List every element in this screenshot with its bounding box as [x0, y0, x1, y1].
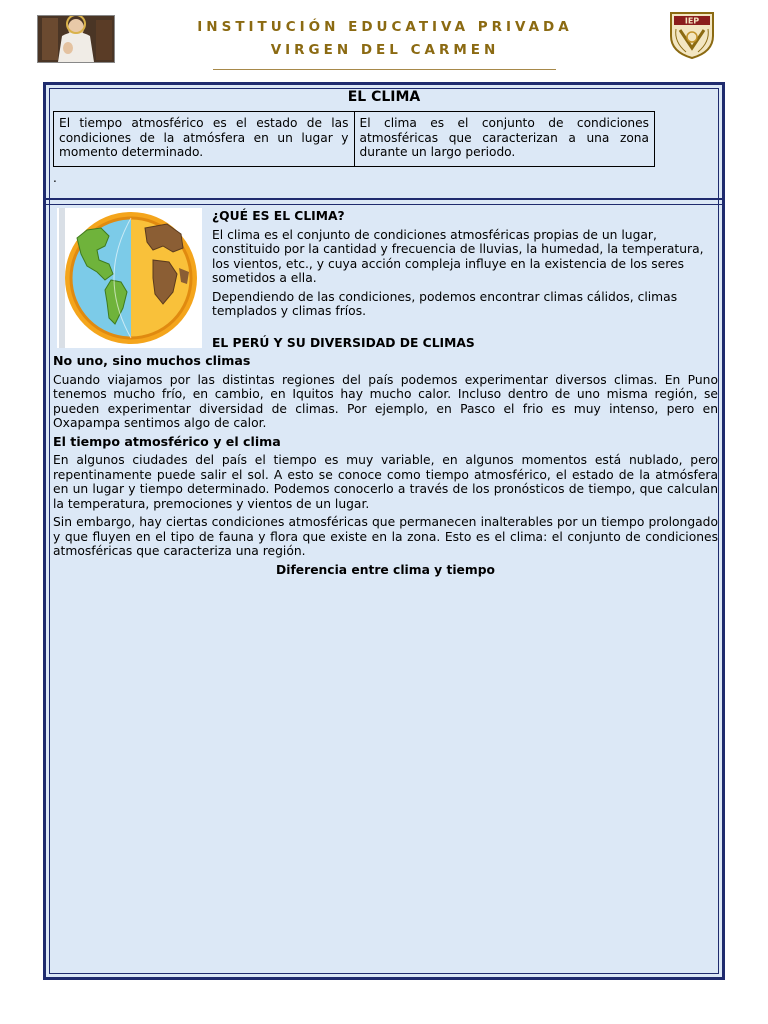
header-rule — [213, 69, 556, 70]
virgin-photo-image — [37, 15, 115, 63]
many-climates-heading: No uno, sino muchos climas — [53, 353, 251, 368]
peru-climates-heading: EL PERÚ Y SU DIVERSIDAD DE CLIMAS — [212, 336, 475, 350]
weather-paragraph-1: En algunos ciudades del país el tiempo es muy variable, en algunos momentos está nublado, pero repentinamente puede salir el sol. A esto se conoce como tiempo atmosférico, el estado de la atmósfera en un lugar y tiempo determinado. Podemos conocerlo a través de los pronósticos de tiempo, que calculan la temperatura, premociones y vientos de un lugar. — [53, 453, 718, 511]
section-divider — [46, 198, 722, 205]
school-name-line2: VIRGEN DEL CARMEN — [270, 42, 500, 58]
definitions-table — [53, 111, 655, 167]
stray-dot: . — [53, 171, 57, 185]
document-title: EL CLIMA — [347, 89, 421, 105]
what-is-climate-section — [212, 209, 718, 323]
body-text-section — [53, 354, 718, 577]
many-climates-paragraph: Cuando viajamos por las distintas regiones del país podemos experimentar diversos climas. En Puno tenemos mucho frío, en cambio, en Iquitos hay mucho calor. Incluso dentro de uno misma región, se pueden experimentar diversidad de climas. Por ejemplo, en Pasco el frio es muy intenso, pero en Oxapampa sentimos algo de calor. — [53, 372, 718, 430]
what-is-climate-paragraph-1: El clima es el conjunto de condiciones atmosféricas propias de un lugar, constituido por la cantidad y frecuencia de lluvias, la humedad, la temperatura, los vientos, etc., y cuya acción compleja influye en la existencia de los seres sometidos a ella. — [212, 227, 704, 285]
svg-text:IEP: IEP — [684, 16, 700, 26]
definition-weather-cell: El tiempo atmosférico es el estado de las condiciones de la atmósfera en un lugar y momento determinado. — [54, 112, 355, 167]
what-is-climate-heading: ¿QUÉ ES EL CLIMA? — [212, 209, 345, 223]
weather-paragraph-2: Sin embargo, hay ciertas condiciones atmosféricas que permanecen inalterables por un tiempo prolongado y que fluyen en el tipo de fauna y flora que existe en la zona. Esto es el clima: el conjunto de condiciones atmosféricas que caracteriza una región. — [53, 515, 718, 558]
globe-illustration — [57, 208, 202, 348]
school-crest-logo — [668, 10, 716, 60]
difference-heading: Diferencia entre clima y tiempo — [276, 562, 495, 577]
definition-climate-cell: El clima es el conjunto de condiciones atmosféricas que caracterizan a una zona durante un largo periodo. — [354, 112, 655, 167]
content-frame — [43, 82, 725, 980]
what-is-climate-paragraph-2: Dependiendo de las condiciones, podemos encontrar climas cálidos, climas templados y climas fríos. — [212, 289, 678, 318]
weather-and-climate-heading: El tiempo atmosférico y el clima — [53, 433, 281, 449]
school-name-line1: INSTITUCIÓN EDUCATIVA PRIVADA — [197, 19, 573, 35]
